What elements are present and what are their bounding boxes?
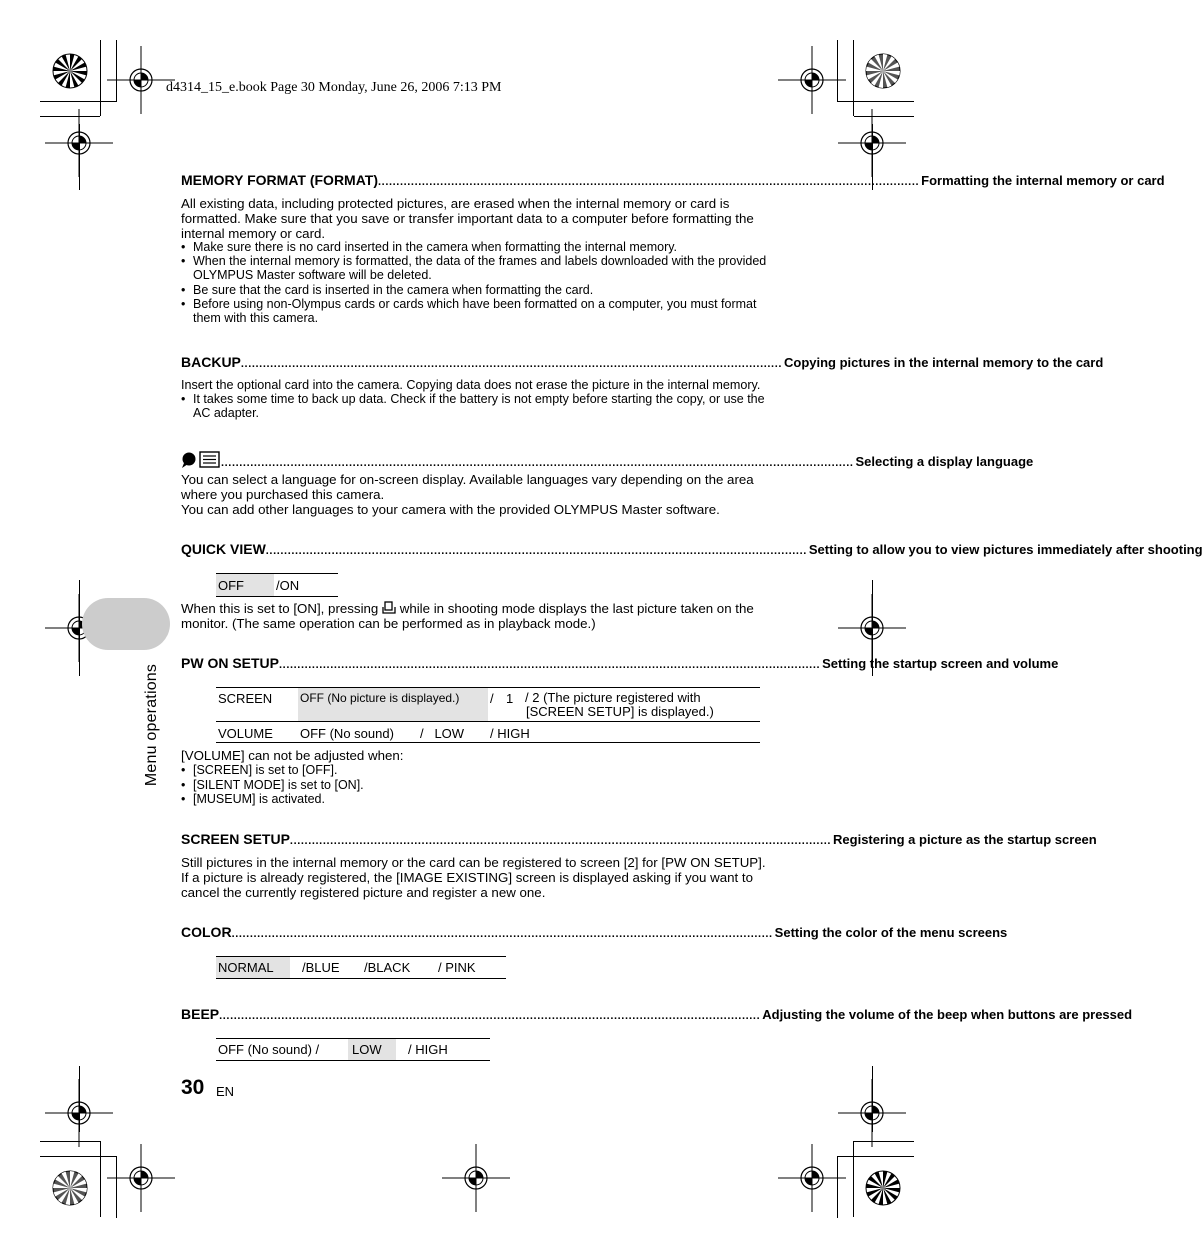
memory-format-description: Formatting the internal memory or card — [921, 173, 1165, 188]
volume-option-low: / LOW — [420, 726, 465, 741]
leader-dots: .................................................................................................................................................... — [219, 1010, 761, 1022]
backup-title: BACKUP — [181, 354, 241, 370]
quick-view-options — [216, 573, 338, 597]
pw-on-setup-note: [VOLUME] can not be adjusted when: — [181, 748, 404, 763]
list-item: • When the internal memory is formatted, the data of the frames and labels downloaded with the provided OLYMPUS Master software will be deleted. — [181, 254, 776, 282]
backup-description: Copying pictures in the internal memory to the card — [784, 355, 1104, 370]
memory-format-body: All existing data, including protected pictures, are erased when the internal memory or card is formatted. Make sure that you save or transfer important data to a computer before formatting the internal memory or card. — [181, 196, 754, 241]
quick-view-heading — [181, 541, 1203, 557]
option-low: LOW — [348, 1039, 396, 1060]
volume-option-high: / HIGH — [490, 726, 530, 741]
screen-setup-heading — [181, 831, 1097, 847]
screen-sep: / — [490, 691, 494, 706]
pw-on-setup-title: PW ON SETUP — [181, 655, 280, 671]
pw-on-setup-heading — [181, 655, 1059, 671]
side-tab — [82, 598, 170, 650]
pw-on-setup-notes — [181, 763, 776, 807]
beep-options — [216, 1038, 490, 1061]
leader-dots: .................................................................................................................................................... — [240, 358, 782, 370]
screen-label: SCREEN — [218, 691, 273, 706]
option-off: OFF (No sound) / — [218, 1042, 320, 1057]
pw-on-setup-table — [216, 687, 760, 743]
language-icon — [181, 451, 221, 469]
book-header: d4314_15_e.book Page 30 Monday, June 26, 2006 7:13 PM — [166, 80, 502, 95]
playback-button-icon — [382, 601, 396, 614]
screen-setup-title: SCREEN SETUP — [181, 831, 290, 847]
leader-dots: .................................................................................................................................................... — [378, 176, 920, 188]
color-options — [216, 956, 506, 979]
quick-view-description: Setting to allow you to view pictures immediately after shooting — [808, 542, 1203, 557]
list-item: • It takes some time to back up data. Check if the battery is not empty before starting the copy, or use the AC adapter. — [181, 392, 776, 420]
option-black: /BLACK — [364, 960, 411, 975]
memory-format-notes — [181, 240, 776, 325]
volume-option-off: OFF (No sound) — [300, 726, 394, 741]
option-normal: NORMAL — [216, 957, 290, 978]
list-item: • [MUSEUM] is activated. — [181, 792, 776, 807]
leader-dots: .................................................................................................................................................... — [279, 659, 821, 671]
screen-option-off: OFF (No picture is displayed.) — [298, 688, 488, 721]
pw-on-setup-description: Setting the startup screen and volume — [822, 656, 1059, 671]
language-code: EN — [216, 1084, 235, 1099]
beep-description: Adjusting the volume of the beep when buttons are pressed — [762, 1007, 1133, 1022]
option-off: OFF — [216, 574, 274, 596]
leader-dots: .................................................................................................................................................... — [265, 545, 807, 557]
volume-label: VOLUME — [218, 726, 273, 741]
option-on: /ON — [276, 577, 300, 593]
backup-body: Insert the optional card into the camera. Copying data does not erase the picture in the internal memory. — [181, 378, 761, 392]
language-body-line: You can select a language for on-screen display. Available languages vary depending on the area where you purchased this camera. — [181, 472, 754, 502]
list-item: • [SCREEN] is set to [OFF]. — [181, 763, 776, 778]
language-body — [181, 472, 776, 517]
list-item: • Make sure there is no card inserted in the camera when formatting the internal memory. — [181, 240, 776, 254]
leader-dots: .................................................................................................................................................... — [289, 835, 832, 847]
screen-option-2-line: / 2 (The picture registered with — [525, 690, 701, 705]
language-description: Selecting a display language — [855, 454, 1034, 469]
language-body-line: You can add other languages to your camera with the provided OLYMPUS Master software. — [181, 502, 720, 517]
backup-notes — [181, 392, 776, 420]
list-item: • Be sure that the card is inserted in the camera when formatting the card. — [181, 283, 776, 297]
list-item: • [SILENT MODE] is set to [ON]. — [181, 778, 776, 793]
quick-view-body-start: When this is set to [ON], pressing — [181, 601, 379, 616]
leader-dots: ............................................................................................................................................................................. — [221, 457, 854, 469]
screen-option-1: 1 — [506, 691, 514, 706]
list-item: • Before using non-Olympus cards or cards which have been formatted on a computer, you must format them with this camera. — [181, 297, 776, 325]
screen-option-2 — [525, 691, 714, 719]
color-heading — [181, 924, 1008, 940]
option-pink: / PINK — [438, 960, 476, 975]
quick-view-title: QUICK VIEW — [181, 541, 266, 557]
beep-title: BEEP — [181, 1006, 220, 1022]
language-heading — [181, 448, 1034, 469]
quick-view-body-end: while in shooting mode displays the last picture taken on the monitor. (The same operation can be performed as in playback mode.) — [181, 601, 754, 631]
beep-heading — [181, 1006, 1133, 1022]
page-number: 30 — [181, 1076, 205, 1099]
screen-option-2-line: [SCREEN SETUP] is displayed.) — [526, 704, 714, 719]
backup-heading — [181, 354, 1104, 370]
memory-format-heading — [181, 172, 1165, 188]
leader-dots: .................................................................................................................................................... — [231, 928, 773, 940]
quick-view-body — [181, 601, 776, 631]
screen-setup-body: Still pictures in the internal memory or the card can be registered to screen [2] for [PW ON SETUP]. If a picture is already registered, the [IMAGE EXISTING] screen is displayed asking if you want to cancel the currently registered picture and register a new one. — [181, 855, 766, 900]
memory-format-title: MEMORY FORMAT (FORMAT) — [181, 172, 379, 188]
color-title: COLOR — [181, 924, 232, 940]
option-blue: /BLUE — [302, 960, 340, 975]
screen-setup-description: Registering a picture as the startup screen — [833, 832, 1097, 847]
color-description: Setting the color of the menu screens — [774, 925, 1008, 940]
option-high: / HIGH — [408, 1042, 448, 1057]
section-side-label: Menu operations — [143, 663, 160, 787]
